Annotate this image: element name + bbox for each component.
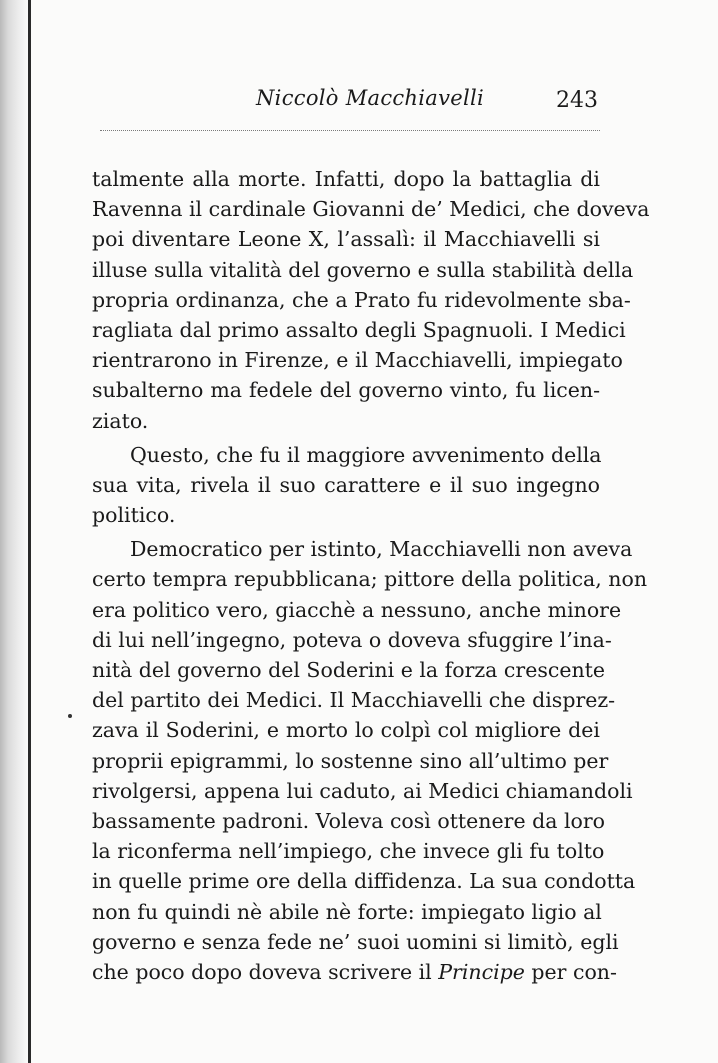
paragraph [92, 164, 650, 436]
text-segment: per con- [524, 959, 617, 984]
text-line: rivolgersi, appena lui caduto, ai Medici chiamandoli [92, 778, 633, 803]
text-line [92, 957, 617, 987]
paragraph [92, 534, 648, 987]
page-header [100, 86, 600, 126]
page-number: 243 [556, 88, 598, 113]
text-line: subalterno ma fedele del governo vinto, fu licen- [92, 378, 600, 403]
text-line: politico. [92, 503, 176, 528]
text-line: proprii epigrammi, lo sostenne sino all’ultimo per [92, 748, 609, 773]
text-line: ragliata dal primo assalto degli Spagnuoli. I Medici [92, 317, 626, 342]
binding-edge-line [28, 0, 31, 1063]
paragraph [92, 440, 600, 531]
text-line: sua vita, rivela il suo carattere e il suo ingegno [92, 472, 600, 497]
text-line: in quelle prime ore della diffidenza. La sua condotta [92, 869, 636, 894]
text-line: propria ordinanza, che a Prato fu ridevolmente sba- [92, 287, 631, 312]
header-rule [100, 130, 600, 131]
text-line: del partito dei Medici. Il Macchiavelli che disprez- [92, 688, 616, 713]
text-line: nità del governo del Soderini e la forza crescente [92, 658, 606, 682]
body-text [92, 164, 650, 987]
text-line: governo e senza fede ne’ suoi uomini si limitò, egli [92, 929, 619, 954]
text-line: era politico vero, giacchè a nessuno, anche minore [92, 597, 622, 622]
margin-mark [68, 714, 72, 718]
text-line: la riconferma nell’impiego, che invece gli fu tolto [92, 839, 605, 864]
text-line: zava il Soderini, e morto lo colpì col migliore dei [92, 718, 600, 743]
text-line: talmente alla morte. Infatti, dopo la battaglia di [92, 167, 600, 191]
text-line: rientrarono in Firenze, e il Macchiavelli, impiegato [92, 348, 623, 373]
book-title: Principe [438, 959, 525, 984]
text-line: Democratico per istinto, Macchiavelli non aveva [130, 537, 633, 562]
text-line: non fu quindi nè abile nè forte: impiegato ligio al [92, 899, 602, 924]
text-segment: che poco dopo doveva scrivere il [92, 959, 439, 984]
text-line: bassamente padroni. Voleva così ottenere da loro [92, 808, 605, 833]
text-line: Ravenna il cardinale Giovanni de’ Medici, che doveva [92, 197, 650, 222]
text-line: Questo, che fu il maggiore avvenimento della [130, 442, 602, 467]
binding-shadow [0, 0, 28, 1063]
running-title: Niccolò Macchiavelli [256, 86, 485, 110]
text-line: certo tempra repubblicana; pittore della politica, non [92, 567, 648, 592]
text-line: di lui nell’ingegno, poteva o doveva sfuggire l’ina- [92, 627, 612, 652]
text-line: poi diventare Leone X, l’assalì: il Macchiavelli si [92, 227, 600, 252]
text-line: ziato. [92, 408, 149, 433]
text-line: illuse sulla vitalità del governo e sulla stabilità della [92, 257, 634, 282]
